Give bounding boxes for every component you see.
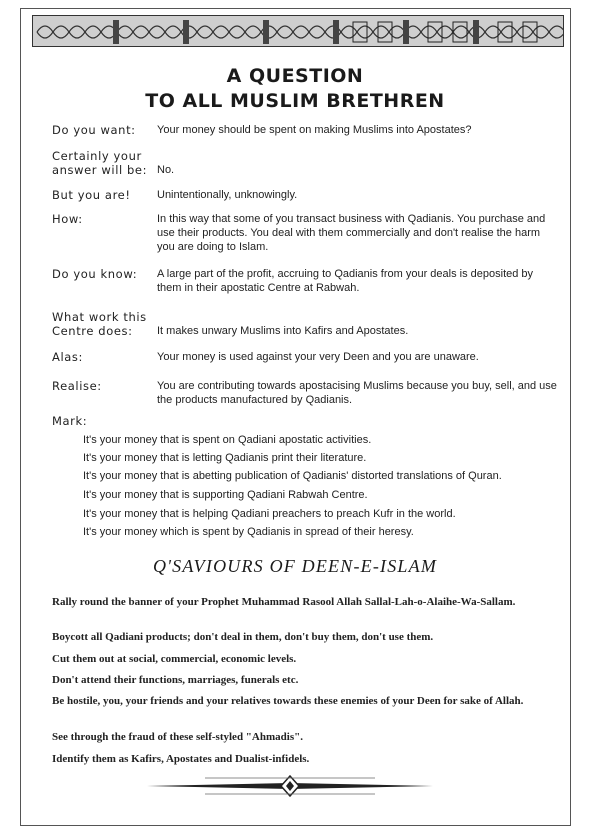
label-but-you-are: But you are! <box>52 188 131 202</box>
text-but-you-are: Unintentionally, unknowingly. <box>157 189 298 201</box>
call-item: Cut them out at social, commercial, economic levels. <box>52 653 297 665</box>
text-do-you-know: A large part of the profit, accruing to Qadianis from your deals is deposited by them in their apostatic Centre at Rabwah. <box>157 268 534 294</box>
text-realise: You are contributing towards apostacising Muslims because you buy, sell, and use the products manufactured by Qadianis. <box>157 380 557 406</box>
text-alas: Your money is used against your very Deen and you are unaware. <box>157 351 479 363</box>
mark-item: It's your money that is spent on Qadiani apostatic activities. <box>83 434 372 446</box>
mark-item: It's your money that is abetting publication of Qadianis' distorted translations of Quran. <box>83 470 502 482</box>
section-heading: Q'SAVIOURS OF DEEN-E-ISLAM <box>152 556 438 576</box>
page-title-line2: TO ALL MUSLIM BRETHREN <box>145 90 445 112</box>
banner-pattern-icon <box>33 16 564 47</box>
call-item: Rally round the banner of your Prophet Muhammad Rasool Allah Sallal-Lah-o-Alaihe-Wa-Sallam. <box>52 596 516 608</box>
label-what-work-line1: What work this <box>52 310 147 324</box>
call-item: Be hostile, you, your friends and your relatives towards these enemies of your Deen for sake of Allah. <box>52 695 524 707</box>
label-mark: Mark: <box>52 414 88 428</box>
label-certainly-line1: Certainly your <box>52 149 142 163</box>
ornamental-divider-icon <box>145 774 435 798</box>
label-realise: Realise: <box>52 379 102 393</box>
mark-item: It's your money that is letting Qadianis print their literature. <box>83 452 367 464</box>
mark-item: It's your money that is supporting Qadiani Rabwah Centre. <box>83 489 368 501</box>
page-title-line1: A QUESTION <box>226 65 364 87</box>
label-alas: Alas: <box>52 350 83 364</box>
label-do-you-know: Do you know: <box>52 267 138 281</box>
call-item: Identify them as Kafirs, Apostates and Dualist-infidels. <box>52 753 310 765</box>
text-certainly: No. <box>157 164 175 176</box>
label-what-work-line2: Centre does: <box>52 324 133 338</box>
label-how: How: <box>52 212 83 226</box>
call-item: See through the fraud of these self-styled "Ahmadis". <box>52 731 303 743</box>
mark-item: It's your money that is helping Qadiani preachers to preach Kufr in the world. <box>83 508 456 520</box>
text-do-you-want: Your money should be spent on making Muslims into Apostates? <box>157 124 472 136</box>
ornamental-banner <box>32 15 564 47</box>
text-how: In this way that some of you transact business with Qadianis. You purchase and use their products. You deal with them commercially and don't realise the harm you are doing to Islam. <box>157 213 546 253</box>
label-certainly-line2: answer will be: <box>52 163 148 177</box>
mark-item: It's your money which is spent by Qadianis in spread of their heresy. <box>83 526 414 538</box>
call-item: Don't attend their functions, marriages, funerals etc. <box>52 674 299 686</box>
text-what-work: It makes unwary Muslims into Kafirs and Apostates. <box>157 325 409 337</box>
label-do-you-want: Do you want: <box>52 123 136 137</box>
call-item: Boycott all Qadiani products; don't deal in them, don't buy them, don't use them. <box>52 631 434 643</box>
